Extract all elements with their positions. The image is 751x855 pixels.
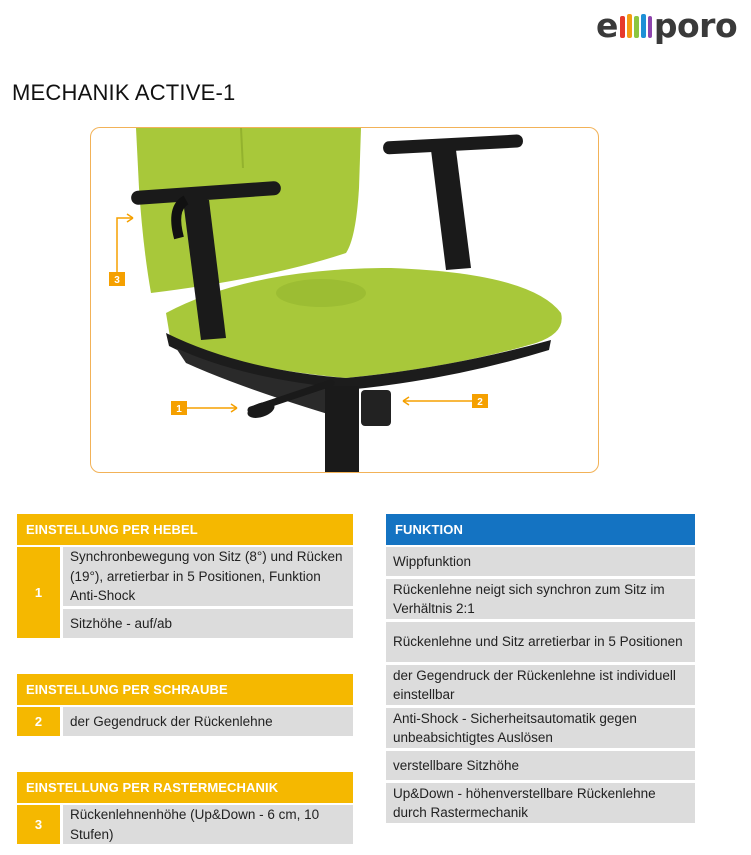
funktion-row-4: der Gegendruck der Rückenlehne ist individuell einstellbar <box>386 665 695 705</box>
hebel-number: 1 <box>17 547 60 638</box>
funktion-row-1: Wippfunktion <box>386 547 695 576</box>
callout-3: 3 <box>114 275 120 286</box>
funktion-row-3: Rückenlehne und Sitz arretierbar in 5 Positionen <box>386 622 695 662</box>
funktion-header: FUNKTION <box>386 514 695 545</box>
callout-2: 2 <box>477 397 483 408</box>
page-title: MECHANIK ACTIVE-1 <box>12 80 236 105</box>
raster-number: 3 <box>17 805 60 844</box>
emporo-logo <box>596 4 741 46</box>
logo-m-mark-icon <box>619 10 653 40</box>
callout-1: 1 <box>176 404 182 415</box>
schraube-header: EINSTELLUNG PER SCHRAUBE <box>17 674 353 705</box>
chair-illustration <box>91 128 599 473</box>
schraube-number: 2 <box>17 707 60 736</box>
funktion-row-6: verstellbare Sitzhöhe <box>386 751 695 780</box>
hebel-row-2: Sitzhöhe - auf/ab <box>63 609 353 638</box>
funktion-row-2: Rückenlehne neigt sich synchron zum Sitz im Verhältnis 2:1 <box>386 579 695 619</box>
raster-header: EINSTELLUNG PER RASTERMECHANIK <box>17 772 353 803</box>
schraube-row-1: der Gegendruck der Rückenlehne <box>63 707 353 736</box>
logo-text-right: poro <box>653 5 738 45</box>
funktion-row-5: Anti-Shock - Sicherheitsautomatik gegen unbeabsichtigtes Auslösen <box>386 708 695 748</box>
funktion-row-7: Up&Down - höhenverstellbare Rückenlehne durch Rastermechanik <box>386 783 695 823</box>
hebel-row-1: Synchronbewegung von Sitz (8°) und Rücken (19°), arretierbar in 5 Positionen, Funktion Anti-Shock <box>63 547 353 606</box>
logo-text-left: e <box>596 5 618 45</box>
raster-row-1: Rückenlehnenhöhe (Up&Down - 6 cm, 10 Stufen) <box>63 805 353 844</box>
chair-photo <box>90 127 599 473</box>
hebel-header: EINSTELLUNG PER HEBEL <box>17 514 353 545</box>
